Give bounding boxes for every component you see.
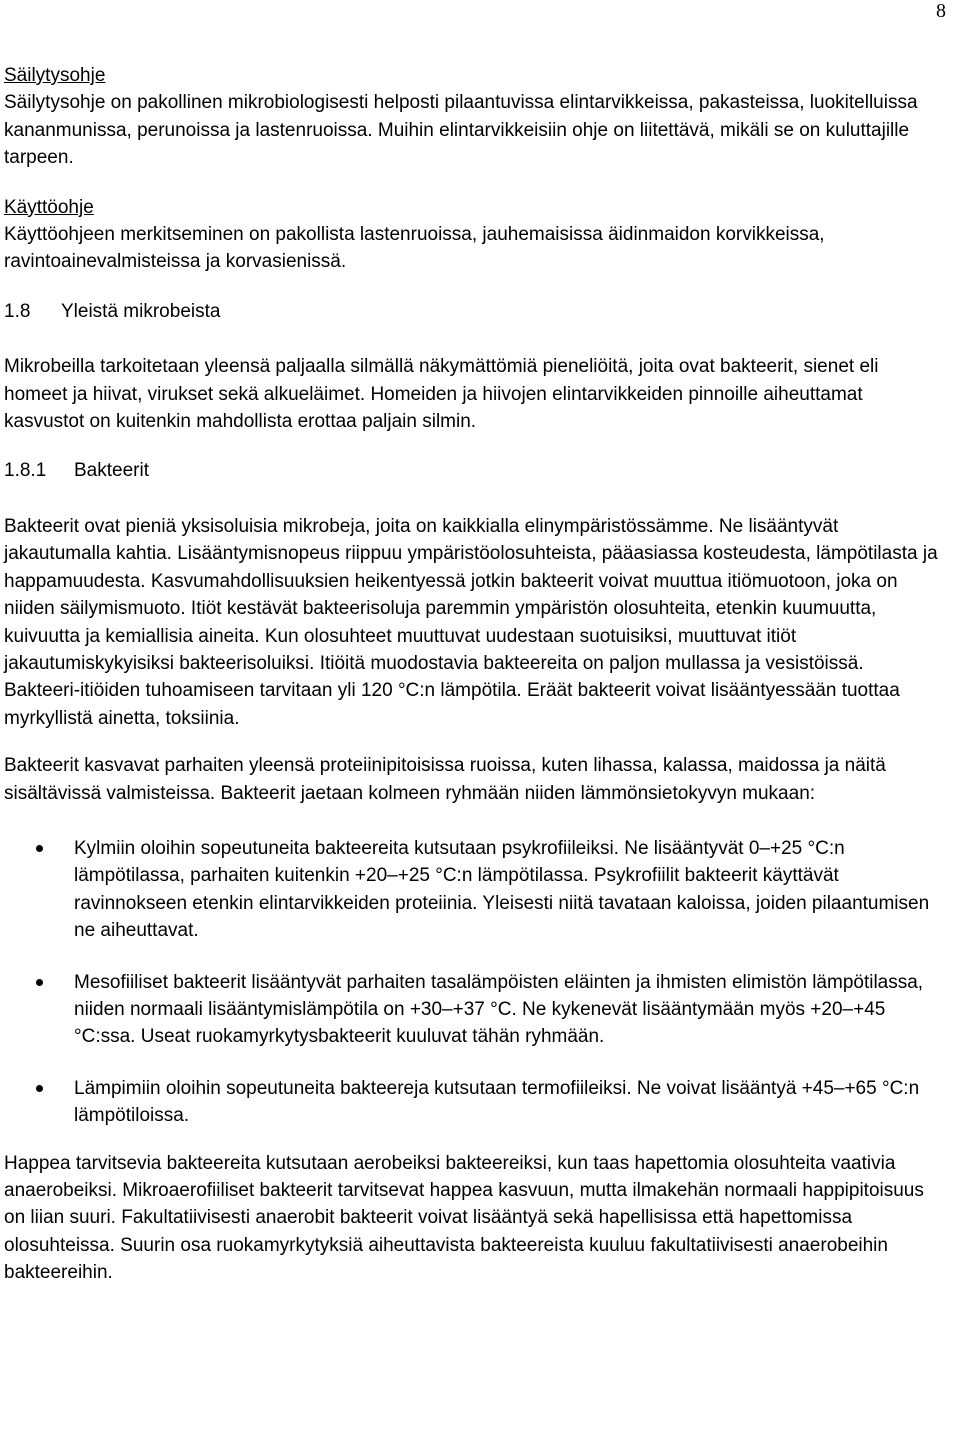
kayttoohje-body: Käyttöohjeen merkitseminen on pakollista lastenruoissa, jauhemaisissa äidinmaidon korvikkeissa, ravintoainevalmisteissa ja korvasienissä. xyxy=(4,224,825,273)
section-heading-yleista xyxy=(4,298,944,325)
list-item xyxy=(4,969,944,1051)
list-item-text: Mesofiiliset bakteerit lisääntyvät parhaiten tasalämpöisten eläinten ja ihmisten elimistön lämpötilassa, niiden normaali lisääntymislämpötila on +30–+37 °C. Ne kykenevät lisääntymään myös +20–+45 °C:ssa. Useat ruokamyrkytysbakteerit kuuluvat tähän ryhmään. xyxy=(74,971,924,1048)
section-number: 1.8.1 xyxy=(4,460,47,482)
list-item xyxy=(4,835,944,945)
section-title: Bakteerit xyxy=(74,460,149,482)
list-item-text: Lämpimiin oloihin sopeutuneita bakteereja kutsutaan termofiileiksi. Ne voivat lisääntyä +45–+65 °C:n lämpötiloissa. xyxy=(74,1077,920,1127)
bakteerit-paragraph-1: Bakteerit ovat pieniä yksisoluisia mikrobeja, joita on kaikkialla elinympäristössämme. Ne lisääntyvät jakautumalla kahtia. Lisääntymisnopeus riippuu ympäristöolosuhteista, pääasiassa kosteudesta, lämpötilasta ja happamuudesta. Kasvumahdollisuuksien heikentyessä jotkin bakteerit voivat muuttua itiömuotoon, joka on niiden säilymismuoto. Itiöt kestävät bakteerisoluja paremmin ympäristön olosuhteita, etenkin kuumuutta, kuivuutta ja kemiallisia aineita. Kun olosuhteet muuttuvat uudestaan suotuisiksi, muuttuvat itiöt jakautumiskykyisiksi bakteerisoluiksi. Itiöitä muodostavia bakteereita on paljon mullassa ja vesistöissä. Bakteeri-itiöiden tuhoamiseen tarvitaan yli 120 °C:n lämpötila. Eräät bakteerit voivat lisääntyessään tuottaa myrkyllistä ainetta, toksiinia. xyxy=(4,515,938,729)
bullet-icon xyxy=(36,1085,43,1092)
bakteerit-paragraph-2: Bakteerit kasvavat parhaiten yleensä proteiinipitoisissa ruoissa, kuten lihassa, kalassa, maidossa ja näitä sisältävissä valmisteissa. Bakteerit jaetaan kolmeen ryhmään niiden lämmönsietokyvyn mukaan: xyxy=(4,755,886,804)
list-item-text: Kylmiin oloihin sopeutuneita bakteereita kutsutaan psykrofiileiksi. Ne lisääntyvät 0–+25 °C:n lämpötilassa, parhaiten kuitenkin +20–+25 °C:n lämpötilassa. Psykrofiilit bakteerit käyttävät ravinnokseen etenkin elintarvikkeiden proteiinia. Yleisesti niitä tavataan kaloissa, joiden pilaantumisen ne aiheuttavat. xyxy=(74,837,930,942)
bullet-list xyxy=(4,835,944,1130)
bullet-icon xyxy=(36,845,43,852)
list-item xyxy=(4,1075,944,1130)
document-body xyxy=(4,62,944,1287)
sailytysohje-body: Säilytysohje on pakollinen mikrobiologisesti helposti pilaantuvissa elintarvikkeissa, pakasteissa, luokitelluissa kananmunissa, perunoissa ja lastenruoissa. Muihin elintarvikkeisiin ohje on liitettävä, mikäli se on kuluttajille tarpeen. xyxy=(4,92,918,169)
bakteerit-paragraph-3: Happea tarvitsevia bakteereita kutsutaan aerobeiksi bakteereiksi, kun taas hapettomia olosuhteita vaativia anaerobeiksi. Mikroaerofiiliset bakteerit tarvitsevat happea kasvuun, mutta ilmakehän normaali happipitoisuus on liian suuri. Fakultatiivisesti anaerobit bakteerit voivat lisääntyä sekä hapellisissa että hapettomissa olosuhteissa. Suurin osa ruokamyrkytyksiä aiheuttavista bakteereista kuuluu fakultatiivisesti anaerobeihin bakteereihin. xyxy=(4,1152,924,1284)
page-number: 8 xyxy=(936,0,946,22)
section-heading-bakteerit xyxy=(4,457,944,484)
section-title: Yleistä mikrobeista xyxy=(61,300,221,322)
bullet-icon xyxy=(36,979,43,986)
kayttoohje-title: Käyttöohje xyxy=(4,196,94,218)
yleista-body: Mikrobeilla tarkoitetaan yleensä paljaalla silmällä näkymättömiä pieneliöitä, joita ovat bakteerit, sienet eli homeet ja hiivat, virukset sekä alkueläimet. Homeiden ja hiivojen elintarvikkeiden pinnoille aiheuttamat kasvustot on kuitenkin mahdollista erottaa paljain silmin. xyxy=(4,356,879,433)
section-number: 1.8 xyxy=(4,300,31,322)
sailytysohje-title: Säilytysohje xyxy=(4,65,106,86)
